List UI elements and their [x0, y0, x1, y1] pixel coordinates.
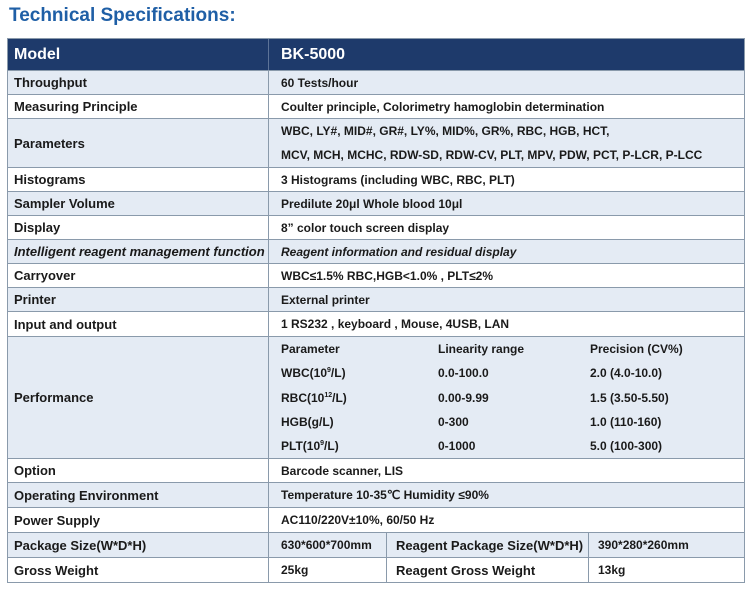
- row-label: Package Size(W*D*H): [8, 533, 269, 557]
- row-label: Sampler Volume: [8, 192, 269, 215]
- perf-param: $RBC(10^{12}/L)$: [281, 390, 347, 405]
- weight-row: [8, 557, 744, 582]
- row-label: Input and output: [8, 312, 269, 336]
- row-value: 60 Tests/hour: [281, 75, 359, 90]
- package-row: [8, 532, 744, 557]
- row-label: Option: [8, 459, 269, 482]
- row-label: Intelligent reagent management function: [8, 240, 269, 263]
- reagent-package-value: 390*280*260mm: [598, 538, 689, 552]
- row-label: Printer: [8, 288, 269, 311]
- perf-precision: 1.5 (3.50-5.50): [590, 390, 669, 405]
- table-row: [8, 458, 744, 482]
- table-row: [8, 167, 744, 191]
- performance-table: [269, 337, 744, 458]
- reagent-weight-value: 13kg: [598, 563, 626, 577]
- row-value: Temperature 10-35℃ Humidity ≤90%: [281, 488, 489, 502]
- row-value: Barcode scanner, LIS: [281, 463, 404, 478]
- row-value: WBC≤1.5% RBC,HGB<1.0% , PLT≤2%: [281, 268, 493, 283]
- table-row: [8, 239, 744, 263]
- perf-range: 0-1000: [438, 438, 476, 453]
- row-value: Predilute 20μl Whole blood 10μl: [281, 196, 463, 211]
- parameters-line-2: MCV, MCH, MCHC, RDW-SD, RDW-CV, PLT, MPV, PDW, PCT, P-LCR, P-LCC: [281, 148, 703, 162]
- row-label: Gross Weight: [8, 558, 269, 582]
- table-row: [8, 118, 744, 167]
- row-label: Carryover: [8, 264, 269, 287]
- perf-header: Precision (CV%): [590, 342, 683, 357]
- table-row: [8, 311, 744, 336]
- row-value: 8” color touch screen display: [281, 220, 450, 235]
- perf-precision: 1.0 (110-160): [590, 414, 662, 429]
- table-row: [8, 94, 744, 118]
- spec-table: [7, 38, 745, 583]
- table-row: [8, 263, 744, 287]
- perf-param: $WBC(10^9/L)$: [281, 366, 346, 381]
- row-label: Operating Environment: [8, 483, 269, 507]
- perf-precision: 2.0 (4.0-10.0): [590, 366, 663, 381]
- row-value: AC110/220V±10%, 60/50 Hz: [281, 513, 435, 527]
- table-header-row: [8, 39, 744, 70]
- perf-range: 0.0-100.0: [438, 366, 489, 381]
- reagent-package-label: Reagent Package Size(W*D*H): [387, 533, 589, 557]
- table-row: [8, 215, 744, 239]
- row-label: Histograms: [8, 168, 269, 191]
- row-label: Throughput: [8, 71, 269, 94]
- header-label: Model: [8, 39, 269, 70]
- table-row: [8, 191, 744, 215]
- row-label: Power Supply: [8, 508, 269, 532]
- page-title: Technical Specifications:: [9, 5, 236, 26]
- row-value: Reagent information and residual display: [281, 244, 517, 259]
- perf-header: Parameter: [281, 342, 340, 357]
- package-size-value: 630*600*700mm: [269, 533, 387, 557]
- row-value: [269, 119, 744, 167]
- row-value: Coulter principle, Colorimetry hamoglobin determination: [281, 99, 605, 114]
- perf-header: Linearity range: [438, 342, 525, 357]
- performance-row: [8, 336, 744, 458]
- row-value: External printer: [281, 292, 370, 307]
- perf-param: HGB(g/L): [281, 414, 334, 429]
- parameters-line-1: WBC, LY#, MID#, GR#, LY%, MID%, GR%, RBC, HGB, HCT,: [281, 124, 610, 138]
- gross-weight-value: 25kg: [269, 558, 387, 582]
- perf-range: 0-300: [438, 414, 469, 429]
- row-label: Parameters: [8, 119, 269, 167]
- row-value: 3 Histograms (including WBC, RBC, PLT): [281, 172, 515, 187]
- reagent-weight-label: Reagent Gross Weight: [387, 558, 589, 582]
- row-label: Measuring Principle: [8, 95, 269, 118]
- header-value: BK-5000: [281, 45, 346, 63]
- row-label: Display: [8, 216, 269, 239]
- row-value: 1 RS232 , keyboard , Mouse, 4USB, LAN: [281, 317, 510, 331]
- perf-range: 0.00-9.99: [438, 390, 489, 405]
- perf-precision: 5.0 (100-300): [590, 438, 663, 453]
- table-row: [8, 70, 744, 94]
- row-label: Performance: [8, 337, 269, 458]
- table-row: [8, 482, 744, 507]
- perf-param: $PLT(10^9/L)$: [281, 438, 339, 453]
- table-row: [8, 287, 744, 311]
- table-row: [8, 507, 744, 532]
